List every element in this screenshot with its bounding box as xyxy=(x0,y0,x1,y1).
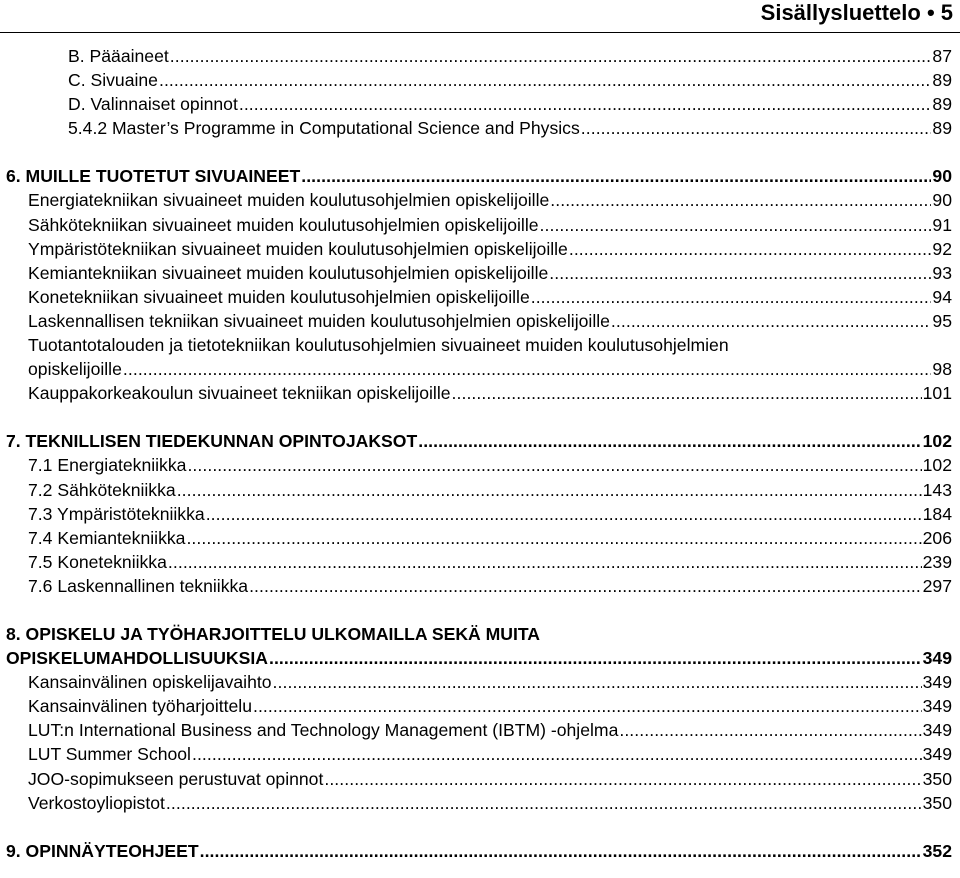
toc-entry-page: 89 xyxy=(932,94,952,115)
toc-dot-leader xyxy=(619,718,921,742)
toc-dot-leader xyxy=(187,453,921,477)
toc-entry-label: Energiatekniikan sivuaineet muiden koulutusohjelmien opiskelijoille xyxy=(28,190,550,211)
header-rule xyxy=(0,32,960,33)
toc-entry-page: 206 xyxy=(922,527,952,548)
toc-entry-label: Kansainvälinen työharjoittelu xyxy=(28,696,252,717)
toc-entry-label: C. Sivuaine xyxy=(68,70,158,91)
toc-entry[interactable] xyxy=(0,44,960,68)
toc-entry-label: Kemiantekniikan sivuaineet muiden koulutusohjelmien opiskelijoille xyxy=(28,262,549,283)
toc-entry-label: Kansainvälinen opiskelijavaihto xyxy=(28,672,272,693)
toc-entry-label: 7.6 Laskennallinen tekniikka xyxy=(28,575,249,596)
section-gap xyxy=(0,598,960,622)
toc-dot-leader xyxy=(186,526,921,550)
toc-entry-page: 101 xyxy=(922,383,952,404)
toc-entry-label: JOO-sopimukseen perustuvat opinnot xyxy=(28,768,324,789)
toc-entry-page: 94 xyxy=(932,286,952,307)
toc-entry-page: 89 xyxy=(932,70,952,91)
toc-entry-label: 7. TEKNILLISEN TIEDEKUNNAN OPINTOJAKSOT xyxy=(6,431,418,452)
toc-entry-page: 349 xyxy=(922,648,952,669)
toc-entry[interactable] xyxy=(0,92,960,116)
toc-dot-leader xyxy=(170,44,932,68)
toc-entry-page: 87 xyxy=(932,46,952,66)
toc-entry-label: B. Pääaineet xyxy=(68,46,169,66)
toc-entry[interactable] xyxy=(0,502,960,526)
toc-entry-label: Ympäristötekniikan sivuaineet muiden koulutusohjelmien opiskelijoille xyxy=(28,238,568,259)
toc-entry-label-line1: Tuotantotalouden ja tietotekniikan koulutusohjelmien sivuaineet muiden koulutusohjelmien xyxy=(28,335,729,356)
toc-dot-leader xyxy=(166,791,922,815)
toc-entry[interactable] xyxy=(0,550,960,574)
toc-entry-label: Verkostoyliopistot xyxy=(28,792,165,813)
toc-entry-page: 98 xyxy=(932,359,952,380)
toc-entry-page: 89 xyxy=(932,118,952,139)
toc-dot-leader xyxy=(531,285,932,309)
toc-entry-label: Laskennallisen tekniikan sivuaineet muiden koulutusohjelmien opiskelijoille xyxy=(28,310,610,331)
toc-entry[interactable] xyxy=(0,526,960,550)
toc-entry[interactable] xyxy=(0,478,960,502)
page-header xyxy=(0,0,960,34)
toc-dot-leader xyxy=(549,261,931,285)
toc-dot-leader xyxy=(324,767,921,791)
toc-dot-leader xyxy=(418,429,921,453)
toc-entry-page: 184 xyxy=(922,503,952,524)
toc-entry[interactable] xyxy=(0,188,960,212)
toc-entry-label: 6. MUILLE TUOTETUT SIVUAINEET xyxy=(6,166,301,187)
toc-entry-label: 7.2 Sähkötekniikka xyxy=(28,479,176,500)
toc-entry-label: 5.4.2 Master’s Programme in Computational Science and Physics xyxy=(68,118,580,139)
toc-entry-label: opiskelijoille xyxy=(28,359,122,380)
toc-entry[interactable] xyxy=(0,694,960,718)
toc-dot-leader xyxy=(452,381,922,405)
toc-entry-label: OPISKELUMAHDOLLISUUKSIA xyxy=(6,648,268,669)
table-of-contents xyxy=(0,44,960,863)
toc-chapter-entry[interactable] xyxy=(0,164,960,188)
toc-dot-leader xyxy=(540,213,932,237)
toc-entry[interactable] xyxy=(0,213,960,237)
toc-entry-page: 93 xyxy=(932,262,952,283)
toc-entry[interactable] xyxy=(0,791,960,815)
toc-entry[interactable] xyxy=(0,742,960,766)
toc-entry-page: 90 xyxy=(932,166,952,187)
toc-entry-page: 352 xyxy=(922,840,952,861)
toc-entry-page: 91 xyxy=(932,214,952,235)
toc-entry[interactable] xyxy=(0,718,960,742)
toc-entry[interactable] xyxy=(0,309,960,333)
toc-entry-page: 349 xyxy=(922,696,952,717)
toc-entry-page: 349 xyxy=(922,720,952,741)
toc-dot-leader xyxy=(239,92,932,116)
toc-entry[interactable] xyxy=(0,767,960,791)
toc-entry[interactable] xyxy=(0,381,960,405)
running-header-title: Sisällysluettelo • 5 xyxy=(760,0,953,25)
toc-entry[interactable] xyxy=(0,116,960,140)
toc-entry-label-line1: 8. OPISKELU JA TYÖHARJOITTELU ULKOMAILLA SEKÄ MUITA xyxy=(6,623,541,644)
toc-dot-leader xyxy=(269,646,922,670)
toc-dot-leader xyxy=(249,574,922,598)
toc-entry-page: 349 xyxy=(922,672,952,693)
toc-dot-leader xyxy=(123,357,932,381)
toc-entry-page: 239 xyxy=(922,551,952,572)
toc-dot-leader xyxy=(168,550,922,574)
toc-entry[interactable] xyxy=(0,68,960,92)
toc-entry[interactable] xyxy=(0,261,960,285)
toc-entry-label: 9. OPINNÄYTEOHJEET xyxy=(6,840,199,861)
toc-dot-leader xyxy=(301,164,931,188)
section-gap xyxy=(0,405,960,429)
toc-chapter-entry[interactable] xyxy=(0,839,960,863)
toc-entry[interactable] xyxy=(0,357,960,381)
toc-entry-label: 7.5 Konetekniikka xyxy=(28,551,167,572)
toc-entry-page: 349 xyxy=(922,744,952,765)
toc-dot-leader xyxy=(581,116,932,140)
toc-entry-page: 297 xyxy=(922,575,952,596)
toc-entry-page: 95 xyxy=(932,310,952,331)
toc-entry-page: 92 xyxy=(932,238,952,259)
toc-entry[interactable] xyxy=(0,574,960,598)
toc-entry[interactable] xyxy=(0,285,960,309)
toc-dot-leader xyxy=(569,237,932,261)
toc-chapter-entry[interactable] xyxy=(0,429,960,453)
toc-entry-page: 350 xyxy=(922,768,952,789)
toc-entry-page: 90 xyxy=(932,190,952,211)
section-gap xyxy=(0,815,960,839)
toc-dot-leader xyxy=(177,478,922,502)
toc-dot-leader xyxy=(206,502,922,526)
toc-entry-wrapped-line[interactable] xyxy=(0,333,960,357)
toc-entry-label: Sähkötekniikan sivuaineet muiden koulutusohjelmien opiskelijoille xyxy=(28,214,539,235)
toc-chapter-entry-wrapped-line[interactable] xyxy=(0,622,960,646)
toc-entry-label: 7.1 Energiatekniikka xyxy=(28,455,187,476)
toc-entry[interactable] xyxy=(0,237,960,261)
toc-entry-label: 7.3 Ympäristötekniikka xyxy=(28,503,205,524)
toc-entry-label: Konetekniikan sivuaineet muiden koulutusohjelmien opiskelijoille xyxy=(28,286,530,307)
toc-entry-label: LUT:n International Business and Technology Management (IBTM) -ohjelma xyxy=(28,720,619,741)
toc-dot-leader xyxy=(550,188,931,212)
toc-dot-leader xyxy=(273,670,922,694)
toc-entry-label: Kauppakorkeakoulun sivuaineet tekniikan opiskelijoille xyxy=(28,383,451,404)
toc-dot-leader xyxy=(253,694,922,718)
toc-entry[interactable] xyxy=(0,453,960,477)
toc-entry-page: 143 xyxy=(922,479,952,500)
toc-dot-leader xyxy=(200,839,922,863)
toc-entry-page: 102 xyxy=(922,455,952,476)
toc-entry-page: 102 xyxy=(922,431,952,452)
toc-dot-leader xyxy=(159,68,931,92)
toc-dot-leader xyxy=(611,309,932,333)
toc-entry-label: D. Valinnaiset opinnot xyxy=(68,94,238,115)
toc-entry-label: 7.4 Kemiantekniikka xyxy=(28,527,186,548)
toc-entry-page: 350 xyxy=(922,792,952,813)
section-gap xyxy=(0,140,960,164)
toc-dot-leader xyxy=(192,742,922,766)
toc-chapter-entry[interactable] xyxy=(0,646,960,670)
toc-entry[interactable] xyxy=(0,670,960,694)
toc-entry-label: LUT Summer School xyxy=(28,744,191,765)
